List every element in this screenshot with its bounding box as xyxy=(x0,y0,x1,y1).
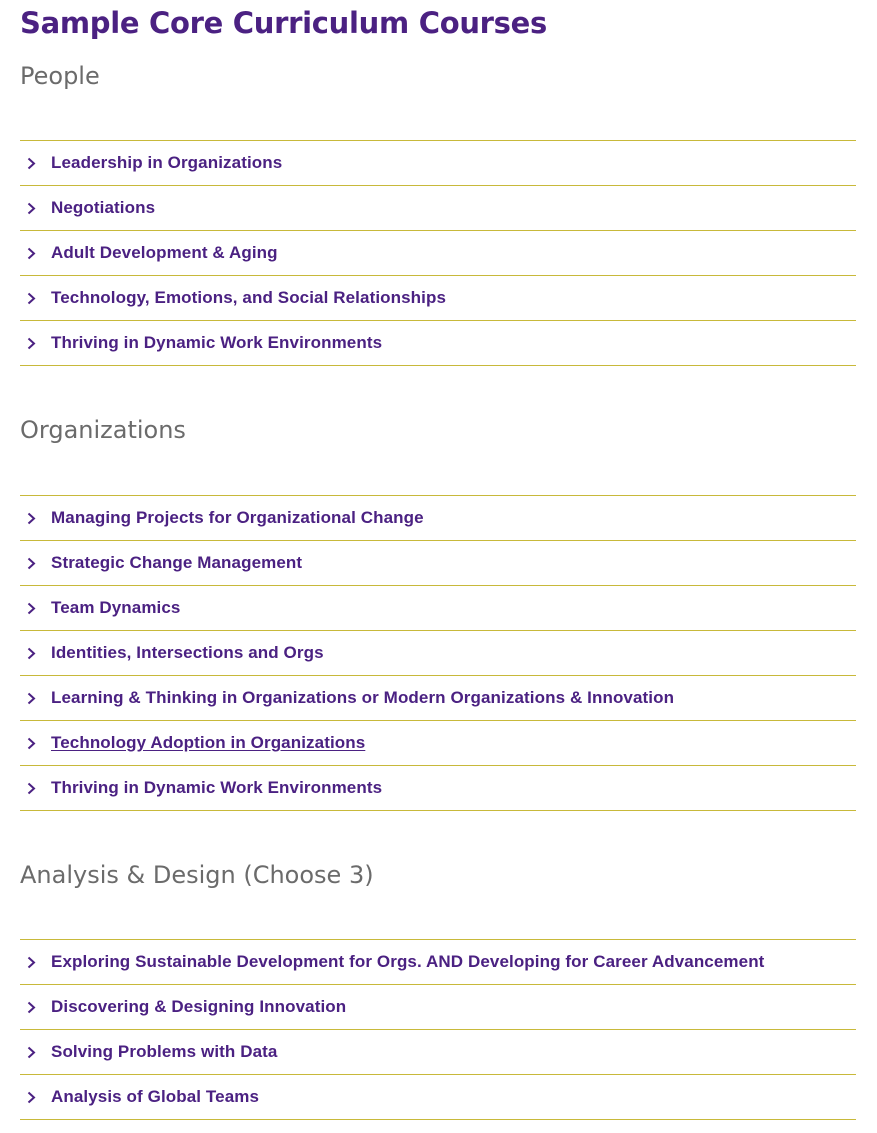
chevron-right-icon xyxy=(25,157,37,169)
accordion-item-label: Solving Problems with Data xyxy=(51,1042,278,1061)
accordion-item-label: Managing Projects for Organizational Change xyxy=(51,508,424,527)
accordion-item[interactable] xyxy=(20,631,856,676)
chevron-right-icon xyxy=(25,247,37,259)
chevron-right-icon xyxy=(25,512,37,524)
chevron-right-icon xyxy=(25,692,37,704)
accordion-item-hovered[interactable] xyxy=(20,721,856,766)
accordion-organizations xyxy=(20,495,856,811)
accordion-item-label: Exploring Sustainable Development for Orgs. AND Developing for Career Advancement xyxy=(51,952,765,971)
chevron-right-icon xyxy=(25,337,37,349)
accordion-item[interactable] xyxy=(20,276,856,321)
accordion-item-label: Negotiations xyxy=(51,198,156,217)
accordion-item-label: Learning & Thinking in Organizations or Modern Organizations & Innovation xyxy=(51,688,675,707)
accordion-item-label: Analysis of Global Teams xyxy=(51,1087,260,1106)
chevron-right-icon xyxy=(25,737,37,749)
accordion-item[interactable] xyxy=(20,541,856,586)
chevron-right-icon xyxy=(25,292,37,304)
accordion-item-label: Identities, Intersections and Orgs xyxy=(51,643,324,662)
accordion-item[interactable] xyxy=(20,321,856,366)
accordion-item-label: Team Dynamics xyxy=(51,598,181,617)
accordion-people xyxy=(20,140,856,366)
accordion-item-label: Leadership in Organizations xyxy=(51,153,283,172)
accordion-item-label: Strategic Change Management xyxy=(51,553,303,572)
accordion-item[interactable] xyxy=(20,186,856,231)
accordion-analysis-design xyxy=(20,939,856,1120)
accordion-item[interactable] xyxy=(20,985,856,1030)
accordion-item[interactable] xyxy=(20,940,856,985)
section-heading-people: People xyxy=(20,62,100,90)
accordion-item[interactable] xyxy=(20,141,856,186)
chevron-right-icon xyxy=(25,202,37,214)
chevron-right-icon xyxy=(25,557,37,569)
chevron-right-icon xyxy=(25,1001,37,1013)
accordion-item[interactable] xyxy=(20,231,856,276)
chevron-right-icon xyxy=(25,956,37,968)
section-heading-organizations: Organizations xyxy=(20,416,186,444)
chevron-right-icon xyxy=(25,602,37,614)
accordion-item-label: Discovering & Designing Innovation xyxy=(51,997,347,1016)
accordion-item-label: Technology Adoption in Organizations xyxy=(51,733,366,752)
chevron-right-icon xyxy=(25,782,37,794)
accordion-item[interactable] xyxy=(20,496,856,541)
accordion-item[interactable] xyxy=(20,586,856,631)
page-title: Sample Core Curriculum Courses xyxy=(20,6,547,40)
accordion-item[interactable] xyxy=(20,1075,856,1120)
chevron-right-icon xyxy=(25,1046,37,1058)
accordion-item[interactable] xyxy=(20,676,856,721)
accordion-item[interactable] xyxy=(20,1030,856,1075)
accordion-item-label: Technology, Emotions, and Social Relationships xyxy=(51,288,447,307)
chevron-right-icon xyxy=(25,647,37,659)
accordion-item-label: Thriving in Dynamic Work Environments xyxy=(51,333,383,352)
chevron-right-icon xyxy=(25,1091,37,1103)
section-heading-analysis-design: Analysis & Design (Choose 3) xyxy=(20,861,374,889)
accordion-item-label: Adult Development & Aging xyxy=(51,243,278,262)
accordion-item[interactable] xyxy=(20,766,856,811)
accordion-item-label: Thriving in Dynamic Work Environments xyxy=(51,778,383,797)
